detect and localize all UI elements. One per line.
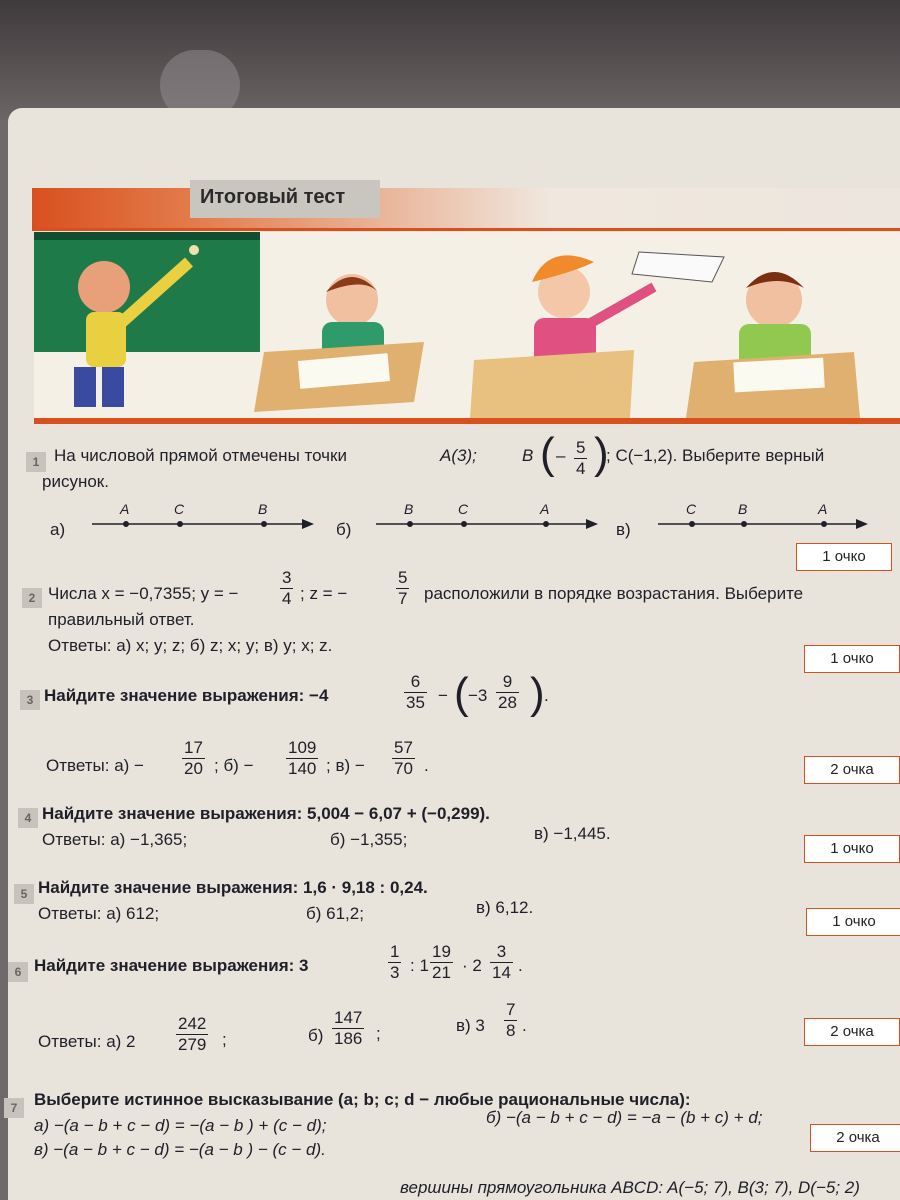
line-v-label-1: C (686, 501, 697, 517)
q3-answer-b-fraction: $\frac{109}{140}$ (288, 738, 317, 778)
q1-fraction-b: $\frac{5}{4}$ (576, 438, 586, 478)
q7-answer-v: в) −(a − b + c − d) = −(a − b ) − (c − d). (34, 1140, 326, 1159)
q6-answers-label: Ответы: а) 2 (38, 1032, 136, 1051)
q4-answer-a: Ответы: а) −1,365; (42, 830, 188, 849)
page-title: Итоговый тест (200, 186, 346, 208)
q6-operator-2: · 2 (462, 956, 482, 975)
q1-option-b-label: б) (336, 520, 352, 539)
paren-open: ( (454, 669, 469, 718)
q6-answer-v-fraction: $\frac{7}{8}$ (506, 1000, 516, 1040)
q1-point-a: A(3); (440, 446, 477, 465)
q6-answer-b-fraction: $\frac{147}{186}$ (334, 1008, 363, 1048)
q3-answer-end: . (424, 756, 429, 775)
q3-answer-b-label: ; б) − (214, 756, 254, 775)
q1-text-line2: рисунок. (42, 472, 109, 491)
q3-text: Найдите значение выражения: −4 (44, 686, 329, 705)
question-number: 1 (26, 452, 46, 472)
question-number: 5 (14, 884, 34, 904)
q6-answer-b-end: ; (376, 1024, 381, 1043)
q3-answers-label: Ответы: а) − (46, 756, 144, 775)
classroom-illustration (34, 232, 900, 418)
score-badge: 1 очко (804, 645, 900, 673)
desk-background (0, 0, 900, 120)
q2-text-part3: расположили в порядке возрастания. Выберите (424, 584, 804, 603)
score-badge: 2 очка (804, 756, 900, 784)
score-badge: 2 очка (804, 1018, 900, 1046)
q6-answer-v-label: в) 3 (456, 1016, 485, 1035)
q3-fraction-2: $\frac{9}{28}$ (498, 672, 517, 712)
q3-end: . (544, 686, 549, 705)
paren-close: ) (594, 429, 609, 478)
header-band (32, 188, 900, 228)
score-badge: 1 очко (804, 835, 900, 863)
q2-fraction-z: $\frac{5}{7}$ (398, 568, 408, 608)
line-a-label-3: B (258, 501, 268, 517)
q2-fraction-y: $\frac{3}{4}$ (282, 568, 292, 608)
question-number: 3 (20, 690, 40, 710)
paren-close: ) (530, 669, 545, 718)
question-number: 6 (8, 962, 28, 982)
q2-text-part2: ; z = − (300, 584, 348, 603)
number-line-b (372, 498, 602, 538)
q6-fraction-2: $\frac{19}{21}$ (432, 942, 451, 982)
q3-answer-v-fraction: $\frac{57}{70}$ (394, 738, 413, 778)
header-divider (32, 228, 900, 231)
line-b-label-3: A (540, 501, 550, 517)
q1-text: На числовой прямой отмечены точки (54, 446, 347, 465)
q2-answers: Ответы: а) x; y; z; б) z; x; y; в) y; x; z. (48, 636, 333, 655)
q7-answer-b: б) −(a − b + c − d) = −a − (b + c) + d; (486, 1108, 763, 1127)
line-b-label-2: C (458, 501, 469, 517)
q3-answer-v-label: ; в) − (326, 756, 365, 775)
line-a-label-1: A (120, 501, 130, 517)
q1-point-b: B (522, 446, 534, 465)
score-badge: 2 очка (810, 1124, 900, 1152)
line-a-label-2: C (174, 501, 185, 517)
q6-text: Найдите значение выражения: 3 (34, 956, 309, 975)
q2-text-part1: Числа x = −0,7355; y = − (48, 584, 239, 603)
q6-fraction-3: $\frac{3}{14}$ (492, 942, 511, 982)
q5-answer-b: б) 61,2; (306, 904, 364, 923)
q8-partial-text: вершины прямоугольника ABCD: A(−5; 7), B(3; 7), D(−5; 2) (400, 1178, 860, 1197)
line-v-label-2: B (738, 501, 748, 517)
q4-answer-v: в) −1,445. (534, 824, 611, 843)
line-b-label-1: B (404, 501, 414, 517)
q4-answer-b: б) −1,355; (330, 830, 408, 849)
question-number: 4 (18, 808, 38, 828)
paren-open: ( (540, 429, 555, 478)
q6-operator-1: : 1 (410, 956, 429, 975)
q6-answer-a-end: ; (222, 1030, 227, 1049)
q6-answer-b-label: б) (308, 1026, 324, 1045)
q7-answer-a: а) −(a − b + c − d) = −(a − b ) + (c − d); (34, 1116, 327, 1135)
q3-minus: − (438, 686, 448, 705)
q3-fraction-1: $\frac{6}{35}$ (406, 672, 425, 712)
number-line-v (654, 498, 874, 538)
q5-text: Найдите значение выражения: 1,6 · 9,18 : 0,24. (38, 878, 428, 897)
q6-end: . (518, 956, 523, 975)
q2-text-line2: правильный ответ. (48, 610, 195, 629)
q6-fraction-1: $\frac{1}{3}$ (390, 942, 400, 982)
q1-option-a-label: а) (50, 520, 66, 539)
score-badge: 1 очко (806, 908, 900, 936)
q6-answer-a-fraction: $\frac{242}{279}$ (178, 1014, 207, 1054)
q5-answer-a: Ответы: а) 612; (38, 904, 160, 923)
score-badge: 1 очко (796, 543, 892, 571)
q1-point-c: ; C(−1,2). Выберите верный (606, 446, 825, 465)
q1-minus: – (556, 446, 566, 465)
question-number: 2 (22, 588, 42, 608)
q6-answer-v-end: . (522, 1016, 527, 1035)
q5-answer-v: в) 6,12. (476, 898, 534, 917)
q7-text: Выберите истинное высказывание (a; b; c; d − любые рациональные числа): (34, 1090, 691, 1109)
illustration-bottom-band (34, 418, 900, 424)
question-number: 7 (4, 1098, 24, 1118)
q1-option-v-label: в) (616, 520, 631, 539)
q3-inner: −3 (468, 686, 488, 705)
number-line-a (88, 498, 318, 538)
q4-text: Найдите значение выражения: 5,004 − 6,07 + (−0,299). (42, 804, 490, 823)
q3-answer-a-fraction: $\frac{17}{20}$ (184, 738, 203, 778)
line-v-label-3: A (818, 501, 828, 517)
